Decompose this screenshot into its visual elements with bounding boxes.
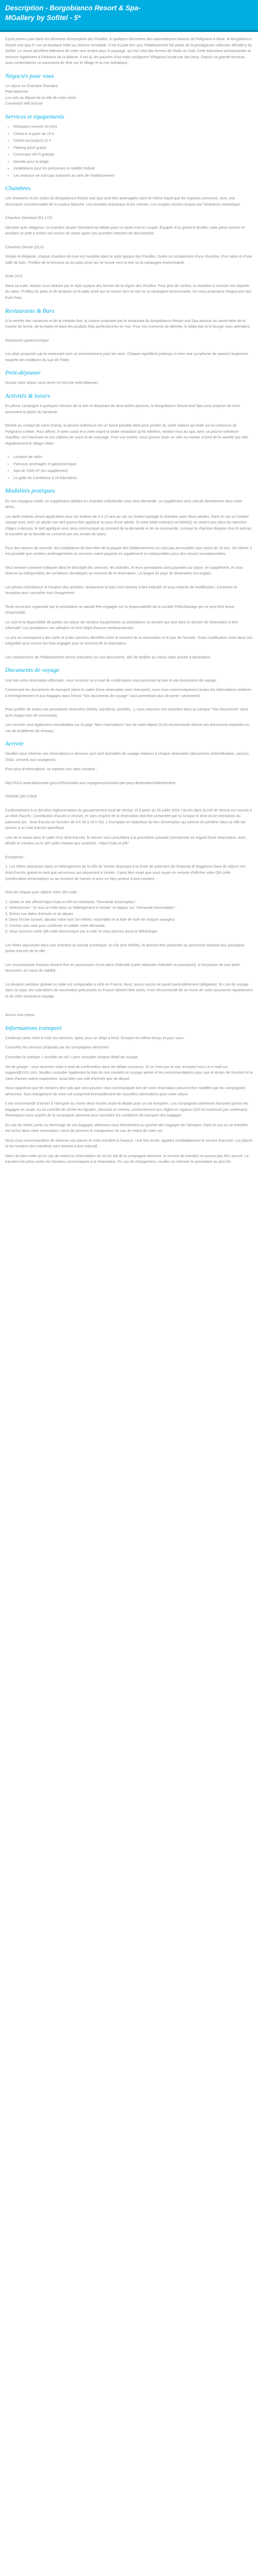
arrivee-step-4: 4. Dans l'écran suivant, ajoutez votre nom (en lettres, ensemble) et la liste de nom de chaque voyageur. (5, 917, 176, 922)
arrivee-text-6: Lors de la saisie dans le cadre d'un droit d'accès, le service vous procédera à la procédure suivante (mentionner en regard d'une réservation, avec détails et mention ou le QR code) relative aux vouchers : https://cda.ve.it/fr/ (5, 835, 246, 846)
section-heading-activites: Activités & loisirs (5, 392, 50, 399)
page-title (5, 3, 141, 23)
arrivee-step-2: 2. Sélectionnez "Je suis un hôte dans un hébergement à Venise" et cliquez sur "Demande d'exemption". (5, 905, 176, 910)
modalites-text-9: Les coordonnées de l'établissement seront précisées sur vos documents, afin de faciliter au mieux votre arrivée à destination. (5, 654, 212, 659)
list-item: • Location de vélos (13, 454, 253, 460)
list-item: • Réception ouverte 24 h/24 (13, 124, 253, 130)
informations-text-5: Nous rappelons que les horaires des vols que vous pouvez nous communiquer lors de votre réservation peuvent être modifiés par les compagnies aériennes. Tout changement de votre vol comprend éventuellement de nouvelles informations pour votre séjour. (5, 1086, 246, 1096)
chambre-standard-text: Décorée avec élégance, la chambre double Standard est idéale pour un week-end en couple. Équipée d'un grand lit double, cette pièce comme le pendant un petit à toutes nos envies de repos après vos journées intenses de découvertes. (5, 225, 245, 236)
section-heading-petit-dejeuner: Petit-déjeuner (5, 369, 41, 377)
documents-text-3: Pour profiter de toutes vos prestations réservées (hôtels, transferts, activités...), vous recevrez vos vouchers dans la rubrique "Vos documents" ainsi qu'à chaque bon de commande. (5, 707, 248, 718)
title-line-2: MGallery by Sofitel - 5* (5, 14, 81, 22)
main-content (0, 32, 258, 1165)
arrivee-step-3: 3. Entrez vos dates d'arrivée et de départ. (5, 911, 74, 916)
arrivee-step-5: 5. Cochez une case pour confirmer et valider votre demande. (5, 923, 106, 928)
list-item: • Parking privé gratuit (13, 145, 253, 151)
list-item: • Parcours aménagés et gastronomique (13, 461, 253, 467)
tourisme-text-4: Aucun visa requis. (5, 1012, 36, 1018)
informations-text-9: Merci de bien noter qu'en cas de retard ou d'annulation du vol du fait de la compagnie aérienne, le service de transfert ne pourra pas être assuré. Le transfert est prévu selon les horaires communiqués à la réservation. En cas de changement, veuillez en informer le prestataire au plus tôt. (5, 1153, 249, 1164)
arrivee-venise-title: VENISE QR CODE (5, 794, 37, 799)
section-heading-services: Services et équipements (5, 112, 64, 120)
modalites-text-1: En son voyageur inédit, un supplément tarifaire en chambre individuelle vous sera demandé. Le supplément sera calculé directement dans votre devis. (5, 498, 243, 510)
arrivee-step-1: 1. Visitez le site officiel https://cda.ve.it/fr/ et choisissez "Demande d'exemption". (5, 899, 137, 904)
list-item: • Spa de 1500 m² (en supplément) (13, 468, 253, 474)
negocies-block (5, 83, 253, 107)
section-heading-modalites: Modalités pratiques (5, 487, 55, 495)
section-heading-informations-transport: Informations transport (5, 1024, 62, 1031)
list-item: • Le golfe de Conditrese à 10 kilomètres (13, 475, 253, 481)
arrivee-text-8: 1. Les hôtes séjournant dans un hébergement de la ville de Venise disposant à la limite de paiement de l'Imposta di Soggiorno (taxe de séjour) ont droit d'accès gratuit en tant que personnes qui séjournent à Venise. Il peut être exigé que vous soyez en mesure d'afficher votre QR code (confirmation d'exemption) ou au moment de l'accès si vous en êtes porteur à tout moment. (5, 864, 246, 881)
list-item: • Connexion Wi-Fi gratuite (13, 151, 253, 158)
tourisme-text-3: La situation sanitaire globale en Italie est comparable à celle en France. Ainsi, aucun vaccin ne paraît particulièrement obligatoire. En cas de voyage dans ce pays, les calendriers de vaccination préconisés en France doivent être suivis. Il est recommandé de se munir de votre assurance rapatriement et de votre assurance voyage. (5, 981, 253, 998)
modalites-text-2: Les tarifs enfants seront applicables pour les enfants de 2 à 12 ans au cas où l'enfant partage la chambre avec deux adultes. Dans le cas où l'enfant voyage avec avec un adulte son tarif pourra être appliqué au taux d'une adulte. Si votre bébé enfant(s) ou bébé(s) ne varient pas dans les tranches d'âges ci-dessus, le tarif appliqué vous sera communiqué au moment de la demande et de sa commande. Lorsque la chambre dispose d'un lit spécial, le transfert de la Navette se concerté par vos envies de taxes. (5, 514, 252, 537)
documents-text-4: Les voucher sont également consultables sur la page "Mes réservations" lors de votre départ (il est recommandé d'avoir ces documents imprimés en cas de problèmes de réseau). (5, 722, 250, 733)
modalites-text-4: Seul mention contraire indiquée dans le descriptif des services, les activités, et leurs prestations sont payantes sur place, en supplément, et sous réserve ou indisponibles de conditions climatiques au moment de la réservation. La langue du pays de destination est anglais. (5, 565, 244, 576)
list-item: • Les animaux ne sont pas autorisés au sein de l'établissement (13, 173, 253, 179)
modalites-text-7: Le coût et la disponibilité de parties du séjour de certains équipements ou prestations ou servies qui sont dans le dossier de réservation à titre informatif. Les prestations non utilisées ne font l'objet d'aucun remboursement. (5, 619, 238, 631)
list-item: • Check-in à partir de 15 h (13, 131, 253, 137)
informations-text-4: Vol de groupe : vous recevrez votre e-mail de confirmation dans les délais convenus. Si ce n'est pas le cas, envoyez-nous un e-mail sur support@XXX.com. Veuillez consulter également la liste de nos conseils en voyage aérien et les recommandations pour que le temps de transfert et la carte d'accès soient respectées, aussi bien vos vols d'arrivée que de départ. (5, 1064, 253, 1081)
modalites-text-8: Le prix ne correspond à des tarifs et à des services identifiés entre le moment de la réservation et le jour de l'arrivée. Toute modification reste dans son intégralité pour couvrir les frais engagés pour le moment de la réservation. (5, 635, 253, 646)
informations-text-3: Consultez la rubrique « Accéder au vol » pour consulter chaque détail de voyage. (5, 1054, 139, 1059)
list-item: • Installations pour les personnes à mobilité réduite (13, 165, 253, 172)
arrivee-exceptions-label: Exceptions : (5, 854, 26, 859)
modalites-text-5: Les photos d'ambiance et horaires des activités, restaurants et bars sont donnés à titre indicatif, et sous réserve de modification. Contacter la réception pour connaître tout changement. (5, 584, 237, 596)
list-item: • Check-out jusqu'à 12 h (13, 138, 253, 144)
arrivee-text-2: Pour plus d'informations, se reporter aux sites suivants : (5, 767, 98, 772)
intro-paragraph: Cycle porteur part dans les éléments d'exemption des Pouilles, à quelques kilomètres des automatiques baisses de Polignano A Mare, le Borgobianco Resort and Spa 5* est un boutique-hôtel au charme inimitable. Il est à juste titre que l'établissement fait partie de la prestigieuse collection MGallery by Sofitel. Le resort bénéficie tellement de votre vive arrière pour le paysage, qui est celui des fermes de l'Italie du Sud. Cette blancheur architecturale se retrouve également à l'intérieur de la bâtisse. Il est là, les pauvres d'oct traits soulignent l'élégance locale par des lieux. Depuis sa grande terrasse, vous contemplerez un panorama de rêve sur le village et la mer Adriatique. (5, 37, 252, 65)
section-heading-negocies: Négociés pour vous (5, 72, 54, 79)
documents-text-2: Concernant les documents de transport (dans le cadre d'une réservation avec transport), nous vous communiquerons toutes les informations relatives à l'enregistrement et aux bagages dans l'envoi "Vos documents de voyage" vous permettant plus de perte ! seulement). (5, 687, 251, 698)
arrivee-step-6: 6. Vous recevrez votre QR code électronique par e-mail, et vous pourrez aussi le télécharger. (5, 929, 158, 934)
informations-text-6: Il est recommandé d'arriver à l'aéroport au moins deux heures avant le départ pour un vol européen. Les compagnies aériennes facturent parfois les bagages en soute, ou au contrôle de sûreté les liquides, aérosols et crèmes, conformément aux règles en vigueur (100 ml maximum par contenant). Renseignez-vous auprès de la compagnie aérienne pour connaître les conditions de transport des bagages. (5, 1101, 249, 1118)
arrivee-text-5: Conformément à la dernière réglementation du gouvernement local de Venise, et à partir du 25 juillet 2024, l'accès dans la cité de Venise est soumis à un droit d'accès. Contribution d'accès à Venise), et sans respect de la réservation doit être présentée par lui lorsque le droit d'une exemption du paiement (ex : droit d'accès en fonction de 8 h 30 à 16 h 00). L'inscription et l'obtention du bon d'exemption qui permet de pénétrer dans la ville est soumis à un outil d'accès spécifique. (5, 807, 252, 831)
section-heading-arrivee: Arrivée (5, 740, 24, 748)
chambre-deluxe-title: Chambre Deluxe (DLX) (5, 244, 44, 249)
chambre-deluxe-text: Simple et élégante, chaque chambre de luxe est meublée dans le style typique des Pouilles. Dotée en complément d'une chambre, d'un salon et d'une salle de bain. Profitez de la terrasse ou du patio privé qui se trouve vers la mer ou la campagne environnante. (5, 254, 252, 265)
section-heading-documents: Documents de voyage (5, 666, 60, 674)
page-header (0, 0, 258, 32)
informations-text-1: Continuez avec votre e-mail vos services, optez pour un siège à bord. Essayer en même temps et pour vous. (5, 1035, 185, 1040)
modalites-text-3: Pour des raisons de sécurité, les installations de bien-être de la plupart des établissements ne sont pas accessibles aux moins de 16 ans. De même, il est possible que certains aménagements ou services soient payants en supplément ou indisponibles pour des raisons exceptionnelles. (5, 545, 252, 556)
petit-dejeuner-text: Durant votre séjour vous serez en formule petit-déjeuner. (5, 380, 99, 385)
restaurants-text-1: À la rentrée des vacances et de la création fixe, la cuisine proposée par le restaurant du Borgobianco Resort and Spa associe au savoir-faire de la cuisine de terroir, de la région et dans les produits frais perfectionnés en mer. Pour vos moments de détente, le lobby-bar et le lounge vous attendent. (5, 318, 251, 329)
chambre-standard-title: Chambre Standard (R1-172) (5, 215, 53, 221)
documents-text-1: Une fois votre réservation effectuée, vous recevrez un e-mail de confirmation vous précisant la liste et vos documents de voyage. (5, 677, 217, 683)
modalites-text-6: Toute excursion organisée par le prestataire ne saurait être engagée sur la responsabilité de la société Pelticrllaviage qui ne peut être tenue responsable. (5, 604, 235, 615)
informations-text-2: Consultez les services proposés par les compagnies aériennes. (5, 1045, 110, 1050)
chambre-suite-title: Suite (SU) (5, 274, 23, 279)
list-item: • Navette pour la plage (13, 159, 253, 165)
chambres-intro: Les chambres et les suites du Borgobianco Resort and Spa sont très aménagées dans le même esprit que les espaces communs, avec une dominante incontournable de la couleur blanche. Les meubles artisanaux et les crèmes. Les couples seront conquis par l'ambiance romantique. (5, 196, 241, 207)
informations-text-8: Nous vous recommandons de réserver vos places et votre transfert à l'avance. Une fois arrivé, appelez immédiatement le service d'accueil. Les places et les horaires des transferts sont donnés à titre indicatif. (5, 1138, 253, 1149)
restaurants-text-2: Restaurant gastronomique (5, 337, 49, 343)
informations-text-7: En cas de retard, perte ou dommage de vos bagages, adressez-vous directement au guichet des bagages de l'aéroport. Dans le cas où un transfert est inclus dans votre réservation, merci de prévenir le transporteur en cas de retard de votre vol. (5, 1122, 248, 1133)
negocies-line-3: Les vols au départ de la ville de votre choix (5, 95, 76, 100)
negocies-line-1: Le séjour en Chambre Standard (5, 83, 58, 88)
restaurants-text-3: Les plats proposés par le restaurant sont un enchantement pour les sens. Chaque ingrédient participe à créer une symphonie de saveurs largement inspirée des traditions du sud de l'Italie. (5, 351, 248, 362)
activites-text-2: Nichée au contact de votre champ, la piscine extérieure est un havre paisible idéal pour profiter du soleil radieux qui brille sur la commune de Polignano a Mare. Pour affiner, à votre corps et à votre esprit la totale relaxation qu'ils méritent, rendez-vous au spa, avec sa piscine intérieure chauffée, son hammam et ses cabines de soins et de massage. Pour vos sorties, vous pouvez louer un vélo ou monter à bord de la navette qui relie régulièrement le village côtier. (5, 423, 248, 446)
arrivee-steps-title: Voici les étapes pour obtenir votre QR code : (5, 890, 79, 895)
tourisme-text-2: Les ressortissants français doivent être en possession d'une pièce d'identité (carte nationale d'identité ou passeport), à l'exclusion de tout autre document, en cours de validité. (5, 962, 240, 973)
title-line-1: Description - Borgobianco Resort & Spa- (5, 4, 141, 12)
section-heading-chambres: Chambres (5, 184, 30, 192)
negocies-line-4: Connexion Wifi incluse (5, 101, 43, 106)
activites-text-1: En pleine campagne à quelques minutes de la mer et disposant de deux belles piscines, le Borgobianco Resort and Spa vous propose de vivre autrement le plaisir du farniente. (5, 403, 240, 414)
negocies-line-2: Petit-déjeuner (5, 89, 28, 94)
section-heading-restaurants: Restaurants & Bars (5, 307, 55, 314)
arrivee-text-1: Veuillez nous informer vos informations ci-dessous qu'il sont formalités de voyage relatives à chaque destination (documents d'identification, vaccins, VISA, conseils aux voyageurs). (5, 751, 250, 762)
activites-list (5, 454, 253, 481)
arrivee-link: http://XXX.www.diplomatie.gouv.fr/fr/conseils-aux-voyageurs/conseils-par-pays-destination/italie/#entree (5, 780, 176, 785)
services-list (5, 124, 253, 178)
tourisme-text-1: Les hôtes séjournant dans une chambre au format numérique, et s'ils sont vérifiés, ils doivent être présentés au personnel autorisé aux principaux points d'accès de la ville. (5, 942, 245, 954)
chambre-suite-text: Dans sa suite, laissez vous séduire par le style typique des fermes de la région des Pouilles. Pour plus de confort, la chambre à coucher est séparée du salon. Profitez du patio et de terrasse ou le patio privé qui se trouve vers la mer ou la campagne environnante. On vous proposera chaque jour des fruits frais. (5, 283, 252, 300)
